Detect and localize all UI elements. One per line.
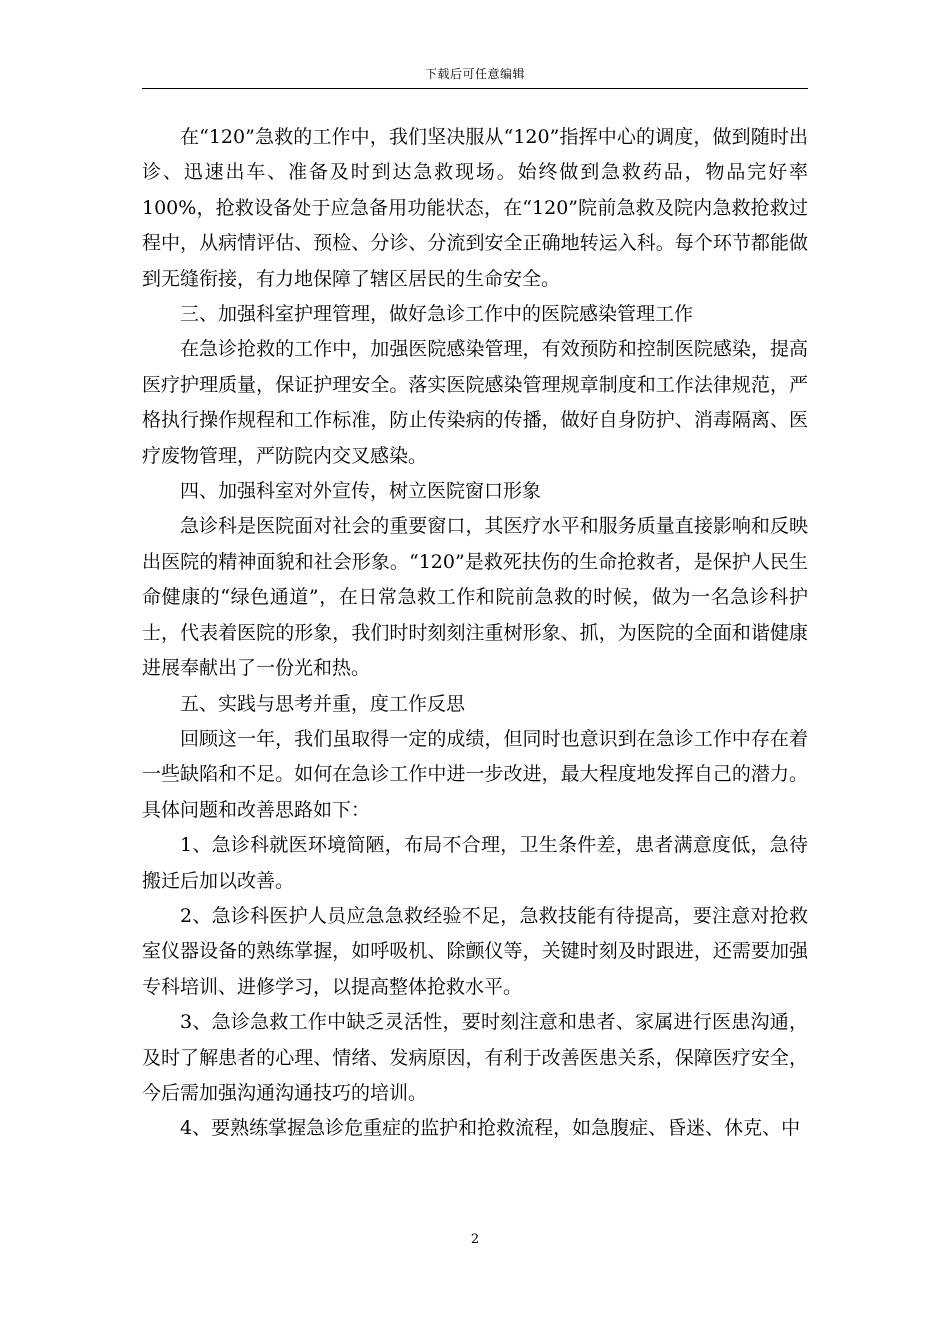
paragraph-reflection: 回顾这一年，我们虽取得一定的成绩，但同时也意识到在急诊工作中存在着一些缺陷和不足。如何在急诊工作中进一步改进，最大程度地发挥自己的潜力。具体问题和改善思路如下：: [142, 727, 808, 821]
list-item-4: 4、要熟练掌握急诊危重症的监护和抢救流程，如急腹症、昏迷、休克、中: [180, 1117, 801, 1140]
page-number: 2: [470, 1232, 480, 1247]
list-item-1: 1、急诊科就医环境简陋，布局不合理，卫生条件差，患者满意度低，急待搬迁后加以改善。: [142, 834, 808, 892]
section-heading-infection-control: 三、加强科室护理管理，做好急诊工作中的医院感染管理工作: [180, 303, 694, 326]
section-heading-reflection: 五、实践与思考并重，度工作反思: [180, 692, 466, 715]
paragraph-120-dispatch: 在“120”急救的工作中，我们坚决服从“120”指挥中心的调度，做到随时出诊、迅速出车、准备及时到达急救现场。始终做到急救药品，物品完好率100%，抢救设备处于应急备用功能状态，在“120”院前急救及院内急救抢救过程中，从病情评估、预检、分诊、分流到安全正确地转运入科。每个环节都能做到无缝衔接，有力地保障了辖区居民的生命安全。: [142, 126, 808, 290]
header-rule: [142, 88, 808, 89]
page-header: 下载后可任意编辑: [424, 67, 525, 81]
list-item-3: 3、急诊急救工作中缺乏灵活性，要时刻注意和患者、家属进行医患沟通，及时了解患者的心理、情绪、发病原因，有利于改善医患关系，保障医疗安全，今后需加强沟通沟通技巧的培训。: [142, 1011, 808, 1104]
paragraph-publicity: 急诊科是医院面对社会的重要窗口，其医疗水平和服务质量直接影响和反映出医院的精神面貌和社会形象。“120”是救死扶伤的生命抢救者，是保护人民生命健康的“绿色通道”，在日常急救工作和院前急救的时候，做为一名急诊科护士，代表着医院的形象，我们时时刻刻注重树形象、抓，为医院的全面和谐健康进展奉献出了一份光和热。: [142, 515, 808, 680]
document-body: [142, 120, 808, 1147]
list-item-2: 2、急诊科医护人员应急急救经验不足，急救技能有待提高，要注意对抢救室仪器设备的熟练掌握，如呼吸机、除颤仪等，关键时刻及时跟进，还需要加强专科培训、进修学习，以提高整体抢救水平。: [142, 904, 808, 998]
paragraph-infection-control: 在急诊抢救的工作中，加强医院感染管理，有效预防和控制医院感染，提高医疗护理质量，保证护理安全。落实医院感染管理规章制度和工作法律规范，严格执行操作规程和工作标准，防止传染病的传播，做好自身防护、消毒隔离、医疗废物管理，严防院内交叉感染。: [142, 338, 808, 467]
section-heading-publicity: 四、加强科室对外宣传，树立医院窗口形象: [180, 480, 542, 503]
